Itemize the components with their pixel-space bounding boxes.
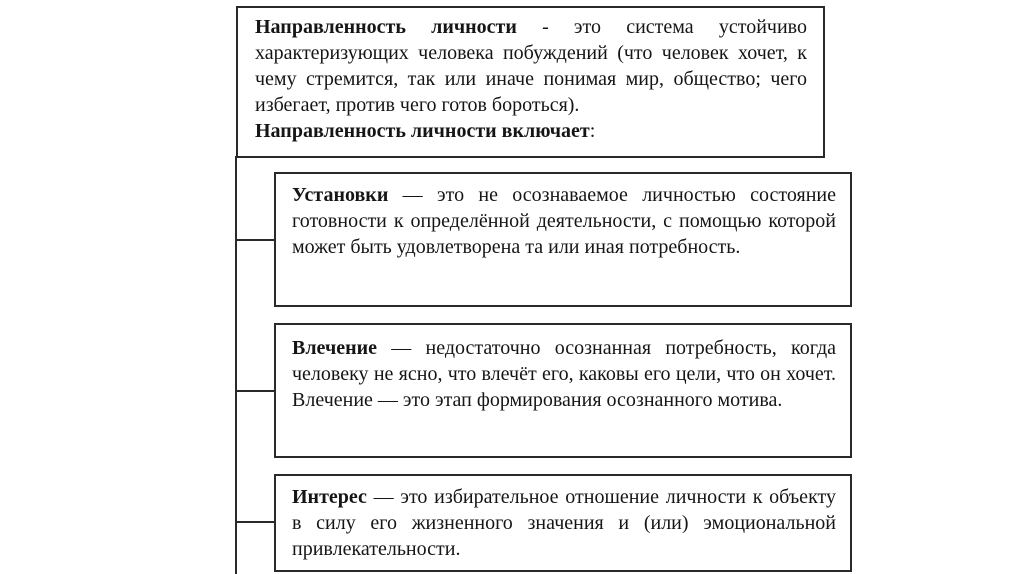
includes-line	[255, 118, 807, 144]
includes-colon: :	[589, 120, 596, 142]
connector-vertical-line	[235, 156, 237, 574]
drive-box	[274, 323, 852, 458]
personality-orientation-box	[236, 6, 825, 158]
interest-term: Интерес	[292, 486, 367, 508]
attitudes-box	[274, 172, 852, 307]
drive-term: Влечение	[292, 337, 378, 359]
includes-label: Направленность личности включает	[255, 120, 590, 142]
connector-branch-ustanovki	[235, 239, 275, 241]
personality-orientation-definition	[255, 14, 807, 118]
drive-definition	[292, 335, 836, 413]
interest-definition	[292, 484, 836, 562]
attitudes-text: — это не осознаваемое личностью состояние готовности к определённой деятельности, с помощью которой может быть удовлетворена та или иная потребность.	[292, 184, 836, 258]
interest-text: — это избирательное отношение личности к объекту в силу его жизненного значения и (или) эмоциональной привлекательности.	[292, 486, 836, 560]
personality-orientation-text: - это система устойчиво характеризующих человека побуждений (что человек хочет, к чему стремится, так или иначе понимая мир, общество; чего избегает, против чего готов бороться).	[255, 16, 807, 116]
attitudes-term: Установки	[292, 184, 389, 206]
personality-orientation-term: Направленность личности	[255, 16, 517, 38]
interest-box	[274, 474, 852, 572]
drive-text: — недостаточно осознанная потребность, когда человеку не ясно, что влечёт его, каковы его цели, что он хочет. Влечение — это этап формирования осознанного мотива.	[292, 337, 836, 411]
connector-branch-interes	[235, 521, 275, 523]
connector-branch-vlechenie	[235, 390, 275, 392]
attitudes-definition	[292, 182, 836, 260]
